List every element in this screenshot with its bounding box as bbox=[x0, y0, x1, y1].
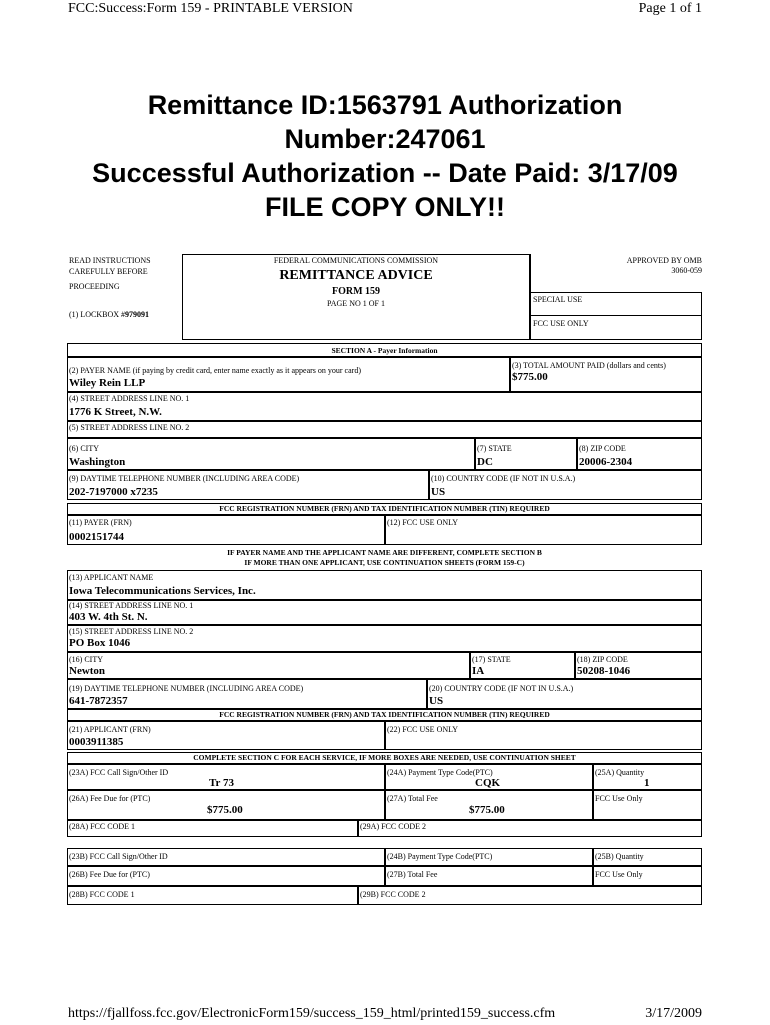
payer-frn: 0002151744 bbox=[69, 531, 124, 543]
print-header-title: FCC:Success:Form 159 - PRINTABLE VERSION bbox=[68, 1, 353, 16]
street1-label: (4) STREET ADDRESS LINE NO. 1 bbox=[69, 394, 190, 403]
b-street1-value: 403 W. 4th St. N. bbox=[69, 611, 148, 623]
applicant-frn: 0003911385 bbox=[69, 736, 124, 748]
form-title: REMITTANCE ADVICE bbox=[279, 268, 433, 283]
b-total-fee-label: (27B) Total Fee bbox=[387, 870, 438, 879]
page-title bbox=[40, 88, 730, 224]
payer-name-label: (2) PAYER NAME (if paying by credit card, enter name exactly as it appears on your card) bbox=[69, 366, 361, 375]
fcc-use-12-label: (12) FCC USE ONLY bbox=[387, 518, 458, 527]
form-number: FORM 159 bbox=[331, 286, 381, 297]
city-value: Washington bbox=[69, 456, 126, 468]
title-line-2: Number:247061 bbox=[284, 124, 486, 154]
section-b-notice-1: IF PAYER NAME AND THE APPLICANT NAME ARE DIFFERENT, COMPLETE SECTION B bbox=[227, 548, 542, 557]
a-fee-due-label: (26A) Fee Due for (PTC) bbox=[69, 794, 151, 803]
b-street2-label: (15) STREET ADDRESS LINE NO. 2 bbox=[69, 627, 194, 636]
b-zip-label: (18) ZIP CODE bbox=[577, 655, 628, 664]
omb-number: 3060-059 bbox=[671, 266, 702, 275]
payer-name: Wiley Rein LLP bbox=[69, 377, 146, 389]
lockbox-field bbox=[69, 310, 149, 319]
zip-value: 20006-2304 bbox=[579, 456, 633, 468]
special-use-label: SPECIAL USE bbox=[533, 295, 583, 304]
frn-heading-b: FCC REGISTRATION NUMBER (FRN) AND TAX IDENTIFICATION NUMBER (TIN) REQUIRED bbox=[219, 710, 550, 719]
a-fee-due: $775.00 bbox=[207, 804, 243, 816]
read-instructions-2: CAREFULLY BEFORE bbox=[69, 267, 148, 276]
b-qty-label: (25B) Quantity bbox=[595, 852, 644, 861]
b-city-value: Newton bbox=[69, 665, 106, 677]
page-number: PAGE NO 1 OF 1 bbox=[327, 299, 385, 308]
print-header-page: Page 1 of 1 bbox=[638, 1, 702, 16]
print-footer-date: 3/17/2009 bbox=[645, 1006, 702, 1021]
fcc-use-only-label: FCC USE ONLY bbox=[533, 319, 589, 328]
b-country-value: US bbox=[429, 695, 444, 707]
a-callsign: Tr 73 bbox=[209, 777, 234, 789]
print-footer-url: https://fjallfoss.fcc.gov/ElectronicForm159/success_159_html/printed159_success.cfm bbox=[68, 1006, 556, 1021]
b-state-value: IA bbox=[472, 665, 485, 677]
country-label: (10) COUNTRY CODE (IF NOT IN U.S.A.) bbox=[431, 474, 576, 483]
read-instructions-3: PROCEEDING bbox=[69, 282, 120, 291]
b-state-label: (17) STATE bbox=[472, 655, 511, 664]
section-c-heading: COMPLETE SECTION C FOR EACH SERVICE, IF MORE BOXES ARE NEEDED, USE CONTINUATION SHEET bbox=[193, 753, 576, 762]
b-fee-due-label: (26B) Fee Due for (PTC) bbox=[69, 870, 150, 879]
b-city-label: (16) CITY bbox=[69, 655, 103, 664]
a-total-fee: $775.00 bbox=[469, 804, 505, 816]
applicant-frn-label: (21) APPLICANT (FRN) bbox=[69, 725, 151, 734]
street2-label: (5) STREET ADDRESS LINE NO. 2 bbox=[69, 423, 190, 432]
total-amount-label: (3) TOTAL AMOUNT PAID (dollars and cents) bbox=[512, 361, 666, 370]
b-phone-value: 641-7872357 bbox=[69, 695, 128, 707]
state-value: DC bbox=[477, 456, 493, 468]
b-zip-value: 50208-1046 bbox=[577, 665, 631, 677]
b-city-box bbox=[67, 652, 470, 679]
a-qty: 1 bbox=[644, 777, 650, 789]
a-fcc-use-label: FCC Use Only bbox=[595, 794, 643, 803]
street1-value: 1776 K Street, N.W. bbox=[69, 406, 162, 418]
phone-value: 202-7197000 x7235 bbox=[69, 486, 158, 498]
city-box bbox=[67, 438, 475, 470]
b-code2-label: (29B) FCC CODE 2 bbox=[360, 890, 426, 899]
a-code1-label: (28A) FCC CODE 1 bbox=[69, 822, 136, 831]
lockbox-value: 979091 bbox=[125, 310, 149, 319]
frn-heading-a: FCC REGISTRATION NUMBER (FRN) AND TAX IDENTIFICATION NUMBER (TIN) REQUIRED bbox=[219, 504, 550, 513]
a-code2-label: (29A) FCC CODE 2 bbox=[360, 822, 427, 831]
agency-name: FEDERAL COMMUNICATIONS COMMISSION bbox=[273, 256, 439, 265]
print-footer bbox=[68, 1005, 702, 1025]
title-line-1: Remittance ID:1563791 Authorization bbox=[147, 90, 623, 120]
section-b-notice-2: IF MORE THAN ONE APPLICANT, USE CONTINUATION SHEETS (FORM 159-C) bbox=[244, 558, 525, 567]
b-callsign-label: (23B) FCC Call Sign/Other ID bbox=[69, 852, 168, 861]
b-ptc-label: (24B) Payment Type Code(PTC) bbox=[387, 852, 493, 861]
payer-frn-label: (11) PAYER (FRN) bbox=[69, 518, 132, 527]
title-line-4: FILE COPY ONLY!! bbox=[264, 192, 506, 222]
b-street1-label: (14) STREET ADDRESS LINE NO. 1 bbox=[69, 601, 194, 610]
a-ptc: CQK bbox=[475, 777, 501, 789]
read-instructions-1: READ INSTRUCTIONS bbox=[69, 256, 151, 265]
fcc-use-22-label: (22) FCC USE ONLY bbox=[387, 725, 458, 734]
omb-approval: APPROVED BY OMB bbox=[626, 256, 702, 265]
title-line-3: Successful Authorization -- Date Paid: 3/17/09 bbox=[92, 158, 678, 188]
b-phone-label: (19) DAYTIME TELEPHONE NUMBER (INCLUDING AREA CODE) bbox=[69, 684, 304, 693]
print-header bbox=[68, 0, 702, 20]
phone-label: (9) DAYTIME TELEPHONE NUMBER (INCLUDING AREA CODE) bbox=[69, 474, 300, 483]
b-fcc-use-label: FCC Use Only bbox=[595, 870, 643, 879]
country-value: US bbox=[431, 486, 446, 498]
applicant-name: Iowa Telecommunications Services, Inc. bbox=[69, 585, 256, 597]
state-label: (7) STATE bbox=[477, 444, 512, 453]
total-amount: $775.00 bbox=[512, 371, 548, 383]
city-label: (6) CITY bbox=[69, 444, 99, 453]
zip-label: (8) ZIP CODE bbox=[579, 444, 626, 453]
lockbox-label: (1) LOCKBOX # bbox=[69, 310, 125, 319]
a-total-fee-label: (27A) Total Fee bbox=[387, 794, 438, 803]
applicant-name-label: (13) APPLICANT NAME bbox=[69, 573, 154, 582]
b-country-label: (20) COUNTRY CODE (IF NOT IN U.S.A.) bbox=[429, 684, 574, 693]
a-callsign-label: (23A) FCC Call Sign/Other ID bbox=[69, 768, 169, 777]
b-code1-label: (28B) FCC CODE 1 bbox=[69, 890, 135, 899]
a-ptc-label: (24A) Payment Type Code(PTC) bbox=[387, 768, 493, 777]
a-qty-label: (25A) Quantity bbox=[595, 768, 645, 777]
b-street2-value: PO Box 1046 bbox=[69, 637, 131, 649]
section-a-heading: SECTION A - Payer Information bbox=[331, 346, 438, 355]
